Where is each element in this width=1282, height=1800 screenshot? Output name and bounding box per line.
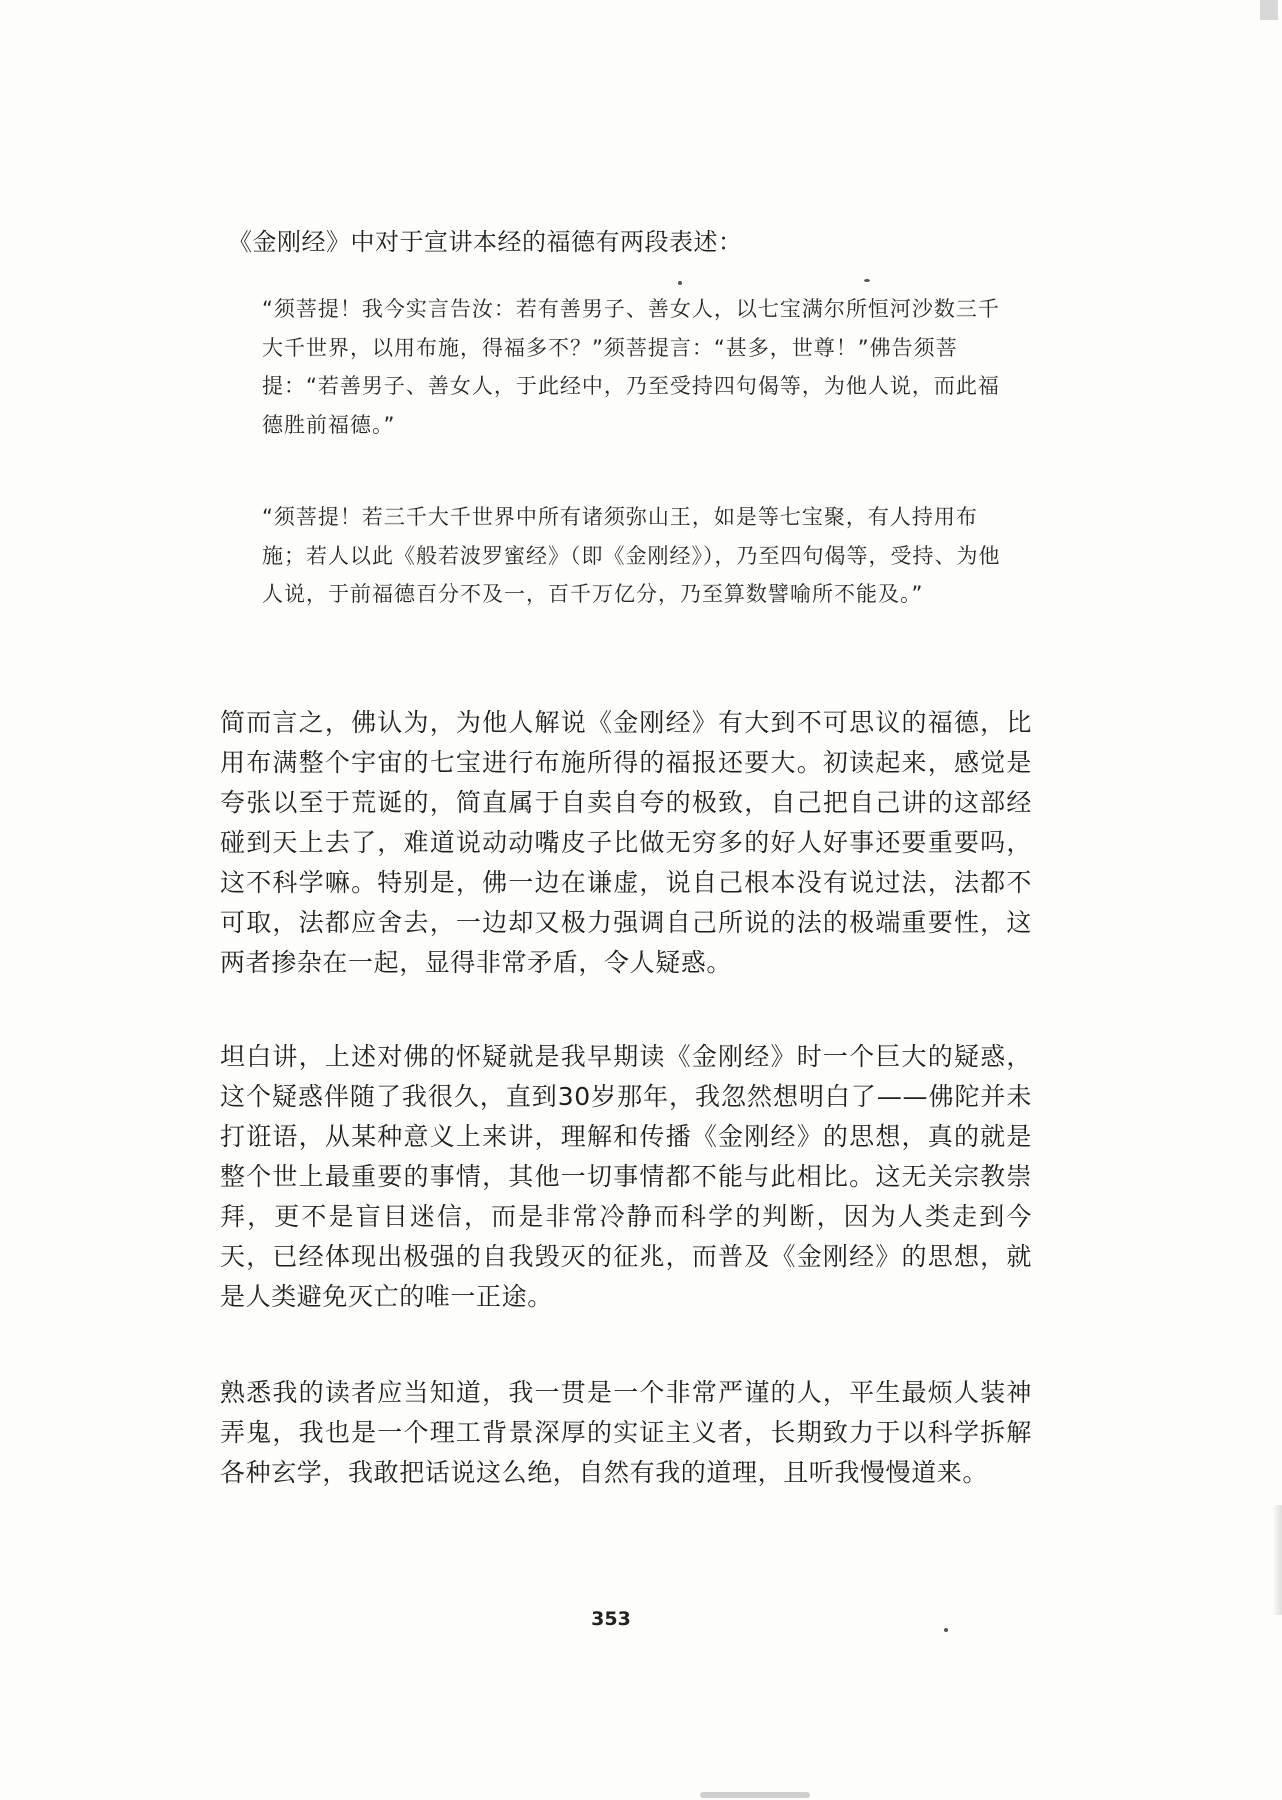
scripture-quote-1: “须菩提！我今实言告汝：若有善男子、善女人，以七宝满尔所恒河沙数三千大千世界，以用布施，得福多不？”须菩提言：“甚多，世尊！”佛告须菩提：“若善男子、善女人，于此经中，乃至受持四句偈等，为他人说，而此福德胜前福德。” — [262, 297, 1000, 437]
body-paragraph-3: 熟悉我的读者应当知道，我一贯是一个非常严谨的人，平生最烦人装神弄鬼，我也是一个理工背景深厚的实证主义者，长期致力于以科学拆解各种玄学，我敢把话说这么绝，自然有我的道理，且听我慢慢道来。 — [220, 1378, 1032, 1487]
intro-line: 《金刚经》中对于宣讲本经的福德有两段表述： — [228, 228, 743, 256]
scan-artifact-edge — [1272, 1505, 1282, 1615]
scan-speck — [864, 279, 870, 282]
scripture-quote-2: “须菩提！若三千大千世界中所有诸须弥山王，如是等七宝聚，有人持用布施；若人以此《般若波罗蜜经》（即《金刚经》），乃至四句偈等，受持、为他人说，于前福德百分不及一，百千万亿分，乃至算数譬喻所不能及。” — [262, 505, 1001, 606]
scan-speck — [944, 1628, 948, 1632]
page-number: 353 — [591, 1608, 631, 1630]
body-paragraph-1: 简而言之，佛认为，为他人解说《金刚经》有大到不可思议的福德，比用布满整个宇宙的七宝进行布施所得的福报还要大。初读起来，感觉是夸张以至于荒诞的，简直属于自卖自夸的极致，自己把自己讲的这部经碰到天上去了，难道说动动嘴皮子比做无穷多的好人好事还要重要吗，这不科学嘛。特别是，佛一边在谦虚，说自己根本没有说过法，法都不可取，法都应舍去，一边却又极力强调自己所说的法的极端重要性，这两者掺杂在一起，显得非常矛盾，令人疑惑。 — [220, 708, 1032, 977]
scan-speck — [678, 281, 682, 285]
scan-artifact-corner — [1260, 0, 1278, 20]
body-paragraph-2: 坦白讲，上述对佛的怀疑就是我早期读《金刚经》时一个巨大的疑惑，这个疑惑伴随了我很久，直到30岁那年，我忽然想明白了——佛陀并未打诳语，从某种意义上来讲，理解和传播《金刚经》的思想，真的就是整个世上最重要的事情，其他一切事情都不能与此相比。这无关宗教崇拜，更不是盲目迷信，而是非常冷静而科学的判断，因为人类走到今天，已经体现出极强的自我毁灭的征兆，而普及《金刚经》的思想，就是人类避免灭亡的唯一正途。 — [220, 1042, 1032, 1311]
scan-artifact-bottom — [700, 1792, 810, 1798]
